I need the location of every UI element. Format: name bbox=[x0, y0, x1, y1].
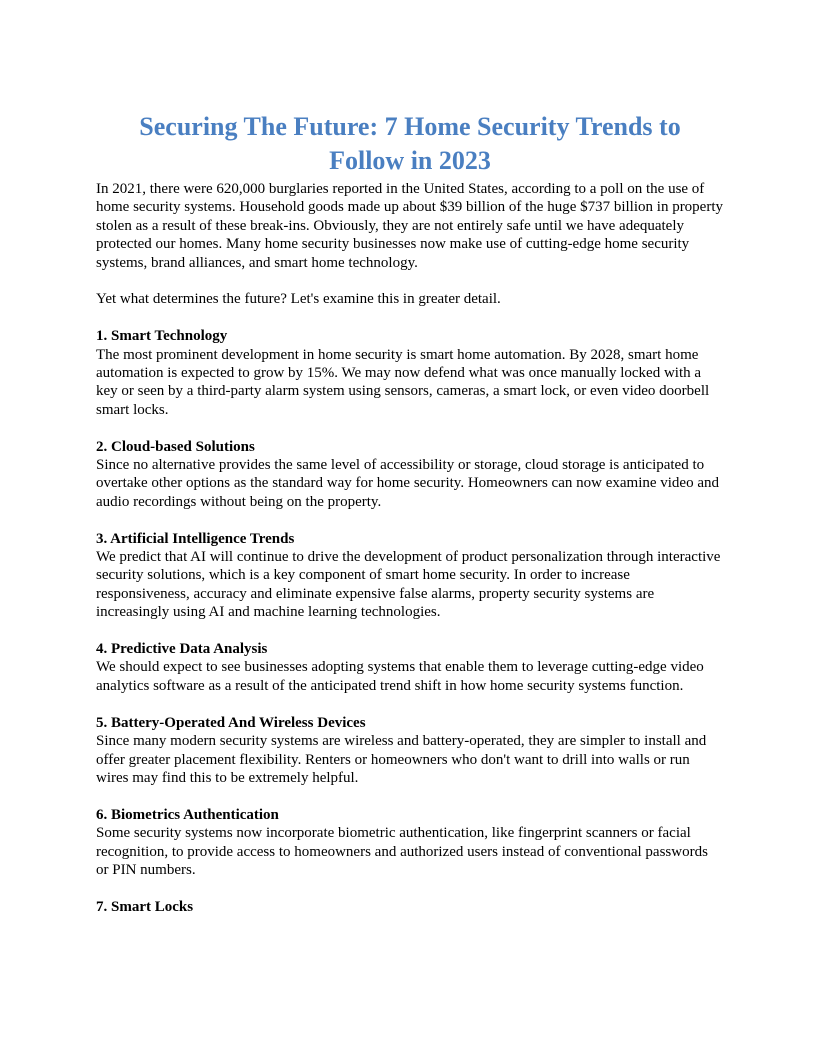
section-heading: 6. Biometrics Authentication bbox=[96, 806, 279, 823]
paragraph-gap bbox=[96, 879, 724, 897]
paragraph-gap bbox=[96, 695, 724, 713]
document-page bbox=[96, 110, 724, 916]
section-artificial-intelligence-trends bbox=[96, 530, 724, 622]
section-body: The most prominent development in home security is smart home automation. By 2028, smart home automation is expected to grow by 15%. We may now defend what was once manually locked with a key or seen by a third-party alarm system using sensors, cameras, a smart lock, or even video doorbell smart locks. bbox=[96, 346, 710, 418]
section-body: Since many modern security systems are wireless and battery-operated, they are simpler to install and offer greater placement flexibility. Renters or homeowners who don't want to drill into walls or run wires may find this to be extremely helpful. bbox=[96, 733, 707, 786]
section-heading: 3. Artificial Intelligence Trends bbox=[96, 530, 295, 547]
paragraph-gap bbox=[96, 272, 724, 290]
document-title: Securing The Future: 7 Home Security Trends to Follow in 2023 bbox=[139, 112, 681, 175]
section-heading: 5. Battery-Operated And Wireless Devices bbox=[96, 714, 366, 731]
lead-paragraph: Yet what determines the future? Let's examine this in greater detail. bbox=[96, 291, 501, 308]
paragraph-gap bbox=[96, 511, 724, 529]
section-heading: 7. Smart Locks bbox=[96, 898, 194, 915]
section-heading: 1. Smart Technology bbox=[96, 328, 228, 345]
section-heading: 2. Cloud-based Solutions bbox=[96, 438, 255, 455]
paragraph-gap bbox=[96, 622, 724, 640]
section-smart-locks bbox=[96, 898, 724, 916]
section-body: Some security systems now incorporate biometric authentication, like fingerprint scanners or facial recognition, to provide access to homeowners and authorized users instead of conventional passwords or PIN numbers. bbox=[96, 825, 708, 878]
paragraph-gap bbox=[96, 419, 724, 437]
paragraph-gap bbox=[96, 787, 724, 805]
paragraph-gap bbox=[96, 309, 724, 327]
section-battery-operated-wireless-devices bbox=[96, 714, 724, 788]
section-body: We predict that AI will continue to drive the development of product personalization through interactive security solutions, which is a key component of smart home security. In order to increase responsiveness, accuracy and eliminate expensive false alarms, property security systems are increasingly using AI and machine learning technologies. bbox=[96, 549, 721, 621]
section-body: We should expect to see businesses adopting systems that enable them to leverage cutting-edge video analytics software as a result of the anticipated trend shift in how home security systems function. bbox=[96, 659, 704, 694]
section-smart-technology bbox=[96, 327, 724, 419]
intro-paragraph: In 2021, there were 620,000 burglaries reported in the United States, according to a poll on the use of home security systems. Household goods made up about $39 billion of the huge $737 billion in property stolen as a result of these break-ins. Obviously, they are not entirely safe until we have adequately protected our homes. Many home security businesses now make use of cutting-edge home security systems, brand alliances, and smart home technology. bbox=[96, 181, 724, 271]
section-predictive-data-analysis bbox=[96, 640, 724, 695]
section-body: Since no alternative provides the same level of accessibility or storage, cloud storage is anticipated to overtake other options as the standard way for home security. Homeowners can now examine video and audio recordings without being on the property. bbox=[96, 457, 719, 510]
section-heading: 4. Predictive Data Analysis bbox=[96, 641, 268, 658]
section-cloud-based-solutions bbox=[96, 438, 724, 512]
section-biometrics-authentication bbox=[96, 806, 724, 880]
